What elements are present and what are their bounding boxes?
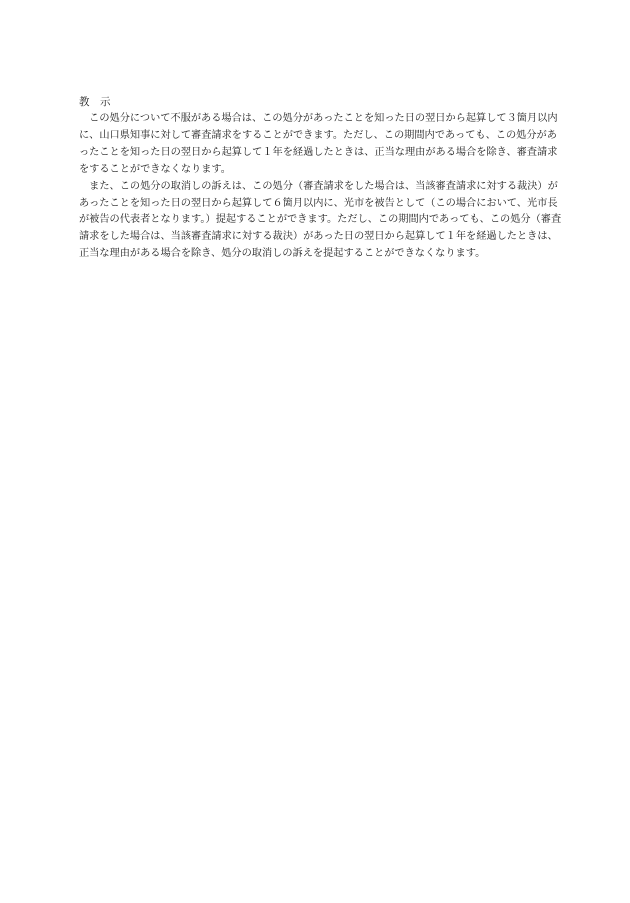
paragraph-lawsuit-line: あったことを知った日の翌日から起算して６箇月以内に、光市を被告として（この場合において、光市長 <box>79 197 558 209</box>
notice-content <box>79 94 562 263</box>
notice-heading: 教 示 <box>79 96 111 108</box>
paragraph-lawsuit <box>79 179 562 264</box>
paragraph-lawsuit-line: 請求をした場合は、当該審査請求に対する裁決）があった日の翌日から起算して１年を経過したときは、 <box>79 231 558 243</box>
paragraph-lawsuit-line: また、この処分の取消しの訴えは、この処分（審査請求をした場合は、当該審査請求に対する裁決）が <box>79 180 558 192</box>
paragraph-appeal-line: をすることができなくなります。 <box>79 163 231 175</box>
paragraph-appeal-line: に、山口県知事に対して審査請求をすることができます。ただし、この期間内であっても、この処分があ <box>79 129 557 141</box>
paragraph-lawsuit-line: 正当な理由がある場合を除き、処分の取消しの訴えを提起することができなくなります。 <box>79 248 486 260</box>
paragraph-appeal-line: ったことを知った日の翌日から起算して１年を経過したときは、正当な理由がある場合を除き、審査請求 <box>79 146 558 158</box>
paragraph-appeal <box>79 111 558 179</box>
paragraph-lawsuit-line: が被告の代表者となります。）提起することができます。ただし、この期間内であっても、この処分（審査 <box>79 214 562 226</box>
paragraph-appeal-line: この処分について不服がある場合は、この処分があったことを知った日の翌日から起算して３箇月以内 <box>79 113 558 124</box>
